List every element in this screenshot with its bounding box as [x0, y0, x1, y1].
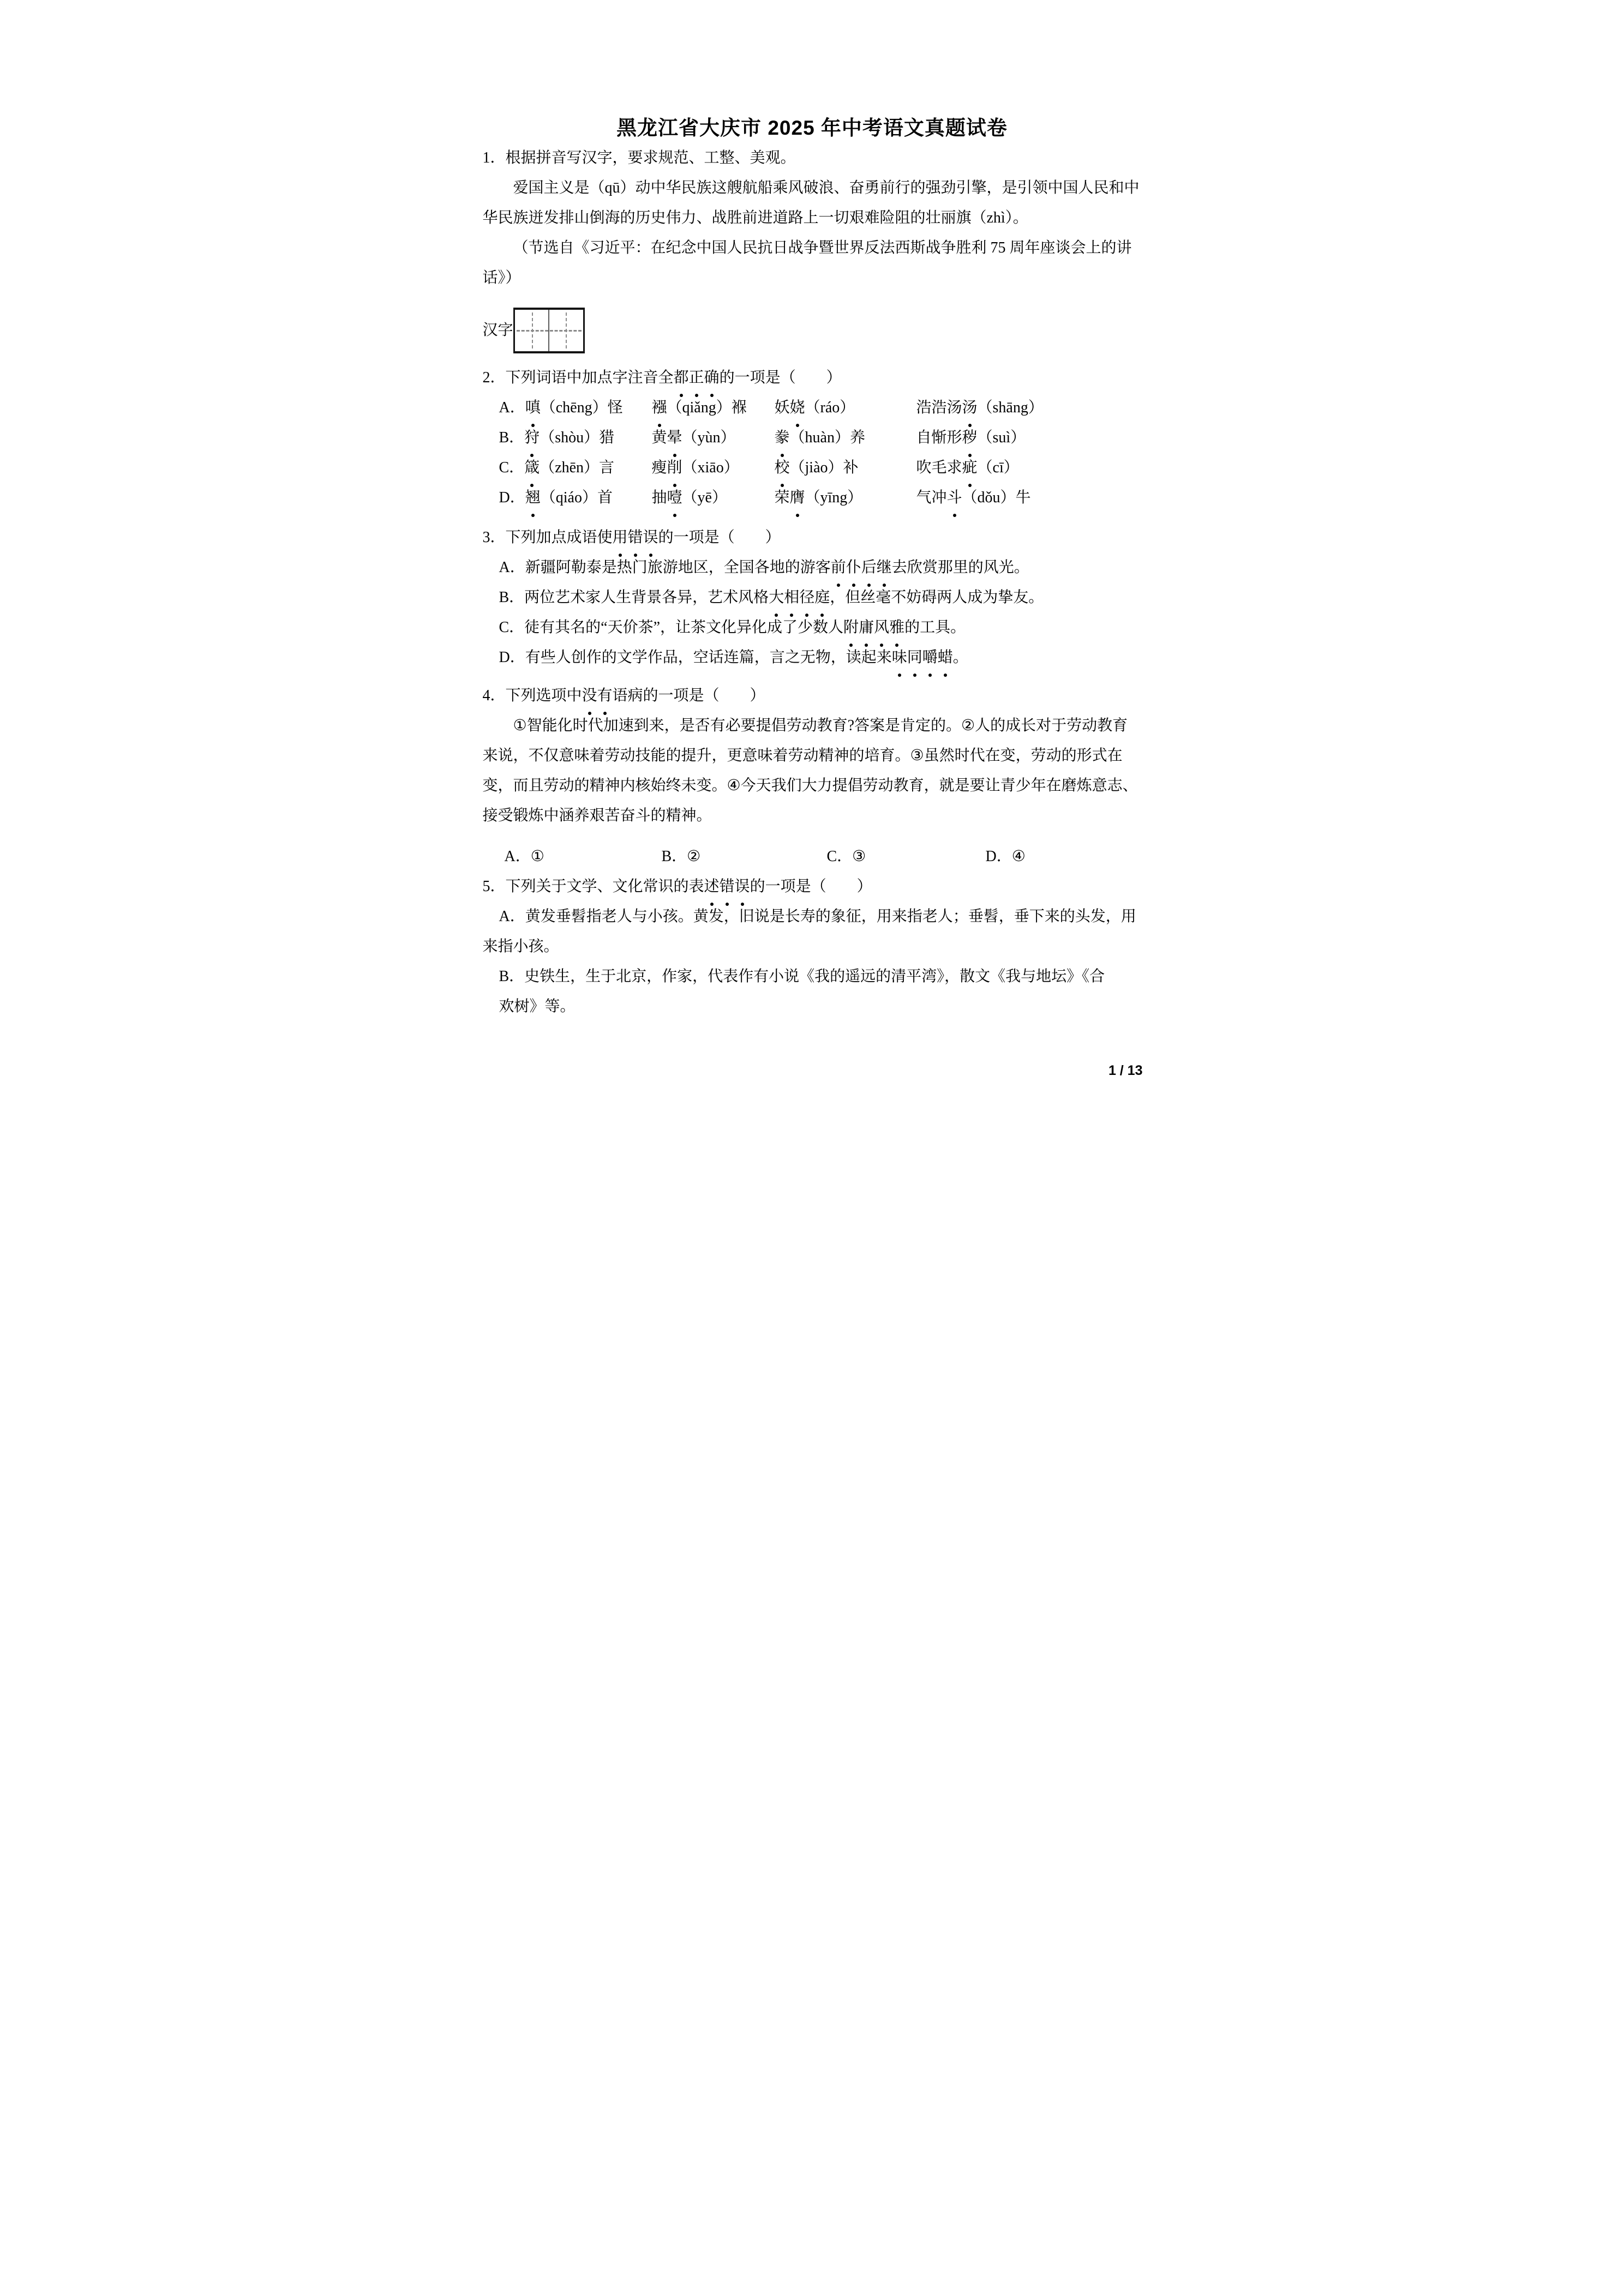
grid-vertical-guide [566, 312, 567, 348]
q2-option-d-word-4: 气冲斗（dǒu）牛 [916, 483, 1142, 513]
q1-source-line: 话》） [482, 269, 521, 286]
q2-option-d [483, 483, 1142, 513]
question-1 [483, 143, 1142, 353]
q1-paragraph-line: 华民族迸发排山倒海的历史伟力、战胜前进道路上一切艰难险阻的壮丽旗（zhì）。 [482, 209, 1028, 226]
q2-option-c-word-1: C．箴（zhēn）言 [499, 453, 652, 483]
q2-option-a-word-3: 妖娆（ráo） [775, 393, 916, 423]
q5-option-a-line-2: 来指小孩。 [482, 938, 559, 955]
grid-horizontal-guide [517, 330, 582, 332]
q2-option-c-word-2: 瘦削（xiāo） [652, 453, 775, 483]
hanzi-writing-area [483, 308, 1142, 353]
q2-stem: 2．下列词语中加点字注音全都正确的一项是（ ） [483, 363, 1142, 393]
q2-option-b-word-4: 自惭形秽（suì） [916, 423, 1142, 453]
q4-paragraph-line: 接受锻炼中涵养艰苦奋斗的精神。 [482, 807, 712, 824]
q2-option-d-word-3: 荣膺（yīng） [775, 483, 916, 513]
q2-option-a-word-2: 襁（qiǎng）褓 [652, 393, 775, 423]
q2-option-a-word-1: A．嗔（chēng）怪 [499, 393, 652, 423]
q2-option-a-word-4: 浩浩汤汤（shāng） [916, 393, 1142, 423]
q4-choice-c: C．③ [826, 848, 866, 865]
question-5 [483, 871, 1142, 1021]
q2-option-d-word-1: D．翘（qiáo）首 [499, 483, 652, 513]
q3-stem: 3．下列加点成语使用错误的一项是（ ） [483, 522, 1142, 552]
question-3 [483, 522, 1142, 672]
q4-choice-a: A．① [504, 848, 544, 865]
hanzi-label: 汉字 [482, 322, 513, 339]
q5-option-b-line-2: 欢树》等。 [499, 998, 576, 1015]
grid-vertical-guide [532, 312, 533, 348]
q1-source-line: （节选自《习近平：在纪念中国人民抗日战争暨世界反法西斯战争胜利 75 周年座谈会上的讲 [513, 239, 1132, 256]
q3-option-d: D．有些人创作的文学作品，空话连篇，言之无物，读起来味同嚼蜡。 [483, 642, 1142, 672]
q2-option-c-word-3: 校（jiào）补 [775, 453, 916, 483]
q3-option-a: A．新疆阿勒泰是热门旅游地区，全国各地的游客前仆后继去欣赏那里的风光。 [483, 552, 1142, 582]
q2-option-a [483, 393, 1142, 423]
q4-paragraph-line: ①智能化时代加速到来，是否有必要提倡劳动教育?答案是肯定的。②人的成长对于劳动教育 [513, 717, 1128, 734]
q4-choice-d: D．④ [985, 848, 1026, 865]
q5-option-b-line-1: B．史铁生，生于北京，作家，代表作有小说《我的遥远的清平湾》，散文《我与地坛》《合 [499, 968, 1105, 985]
q1-paragraph-line: 爱国主义是（qū）动中华民族这艘航船乘风破浪、奋勇前行的强劲引擎，是引领中国人民和中 [513, 179, 1140, 196]
q3-option-c: C．徒有其名的“天价茶”，让茶文化异化成了少数人附庸风雅的工具。 [483, 612, 1142, 642]
q2-option-c [483, 453, 1142, 483]
page-number: 1 / 13 [1108, 1063, 1143, 1078]
q2-option-b-word-3: 豢（huàn）养 [775, 423, 916, 453]
exam-page [406, 0, 1218, 1148]
q2-option-b-word-2: 黄晕（yùn） [652, 423, 775, 453]
q3-option-b: B．两位艺术家人生背景各异，艺术风格大相径庭，但丝毫不妨碍两人成为挚友。 [483, 582, 1142, 612]
q4-paragraph-line: 变，而且劳动的精神内核始终未变。④今天我们大力提倡劳动教育，就是要让青少年在磨炼意志、 [482, 777, 1138, 794]
q2-option-b-word-1: B．狩（shòu）猎 [499, 423, 652, 453]
page-title: 黑龙江省大庆市 2025 年中考语文真题试卷 [616, 117, 1008, 139]
q5-stem: 5．下列关于文学、文化常识的表述错误的一项是（ ） [483, 871, 1142, 901]
q4-choices-row [483, 842, 1142, 871]
question-2 [483, 363, 1142, 513]
q4-stem: 4．下列选项中没有语病的一项是（ ） [483, 681, 1142, 711]
q5-option-a-line-1: A．黄发垂髫指老人与小孩。黄发，旧说是长寿的象征，用来指老人；垂髫，垂下来的头发，用 [499, 908, 1136, 925]
q1-stem: 1．根据拼音写汉字，要求规范、工整、美观。 [482, 149, 796, 166]
hanzi-grid-box [513, 308, 585, 353]
q4-choice-b: B．② [661, 848, 701, 865]
q2-option-c-word-4: 吹毛求疵（cī） [916, 453, 1142, 483]
q2-option-b [483, 423, 1142, 453]
q4-paragraph-line: 来说，不仅意味着劳动技能的提升，更意味着劳动精神的培育。③虽然时代在变，劳动的形式在 [482, 747, 1123, 764]
q2-option-d-word-2: 抽噎（yē） [652, 483, 775, 513]
question-4 [483, 681, 1142, 871]
